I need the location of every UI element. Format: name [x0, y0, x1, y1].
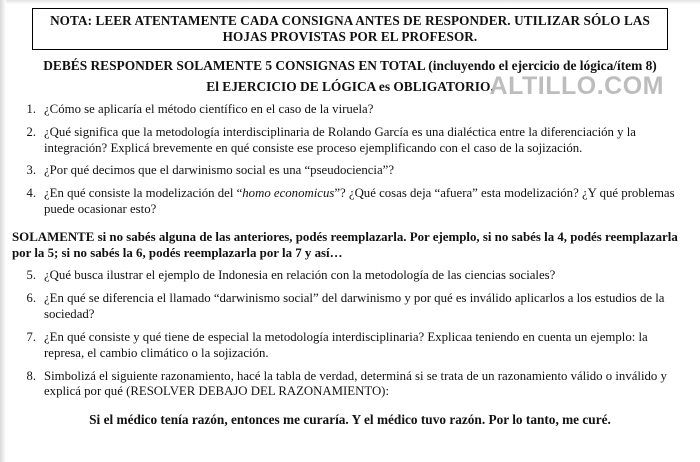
question-text: ¿Por qué decimos que el darwinismo social es una “pseudociencia”?: [44, 163, 395, 178]
question-item: [10, 330, 690, 362]
watermark-altillo: ALTILLO.COM: [489, 72, 664, 100]
question-item: [10, 186, 690, 218]
note-box: NOTA: LEER ATENTAMENTE CADA CONSIGNA ANTES DE RESPONDER. UTILIZAR SÓLO LAS HOJAS PROVISTAS POR EL PROFESOR.: [32, 8, 668, 50]
question-number: 2.: [26, 124, 36, 139]
question-list-bottom: [10, 268, 690, 400]
question-item: [10, 163, 690, 179]
question-text: ¿En qué consiste la modelización del “homo economicus”? ¿Qué cosas deja “afuera” esta modelización? ¿Y qué problemas puede ocasionar esto?: [44, 186, 675, 217]
question-number: 1.: [26, 101, 36, 116]
question-number: 3.: [26, 163, 36, 178]
question-number: 6.: [26, 291, 36, 306]
question-text: ¿En qué se diferencia el llamado “darwinismo social” del darwinismo y por qué es inválido aplicarlos a los estudios de la sociedad?: [44, 291, 665, 322]
question-number: 7.: [26, 329, 36, 344]
question-item: [10, 268, 690, 284]
question-text: ¿Qué busca ilustrar el ejemplo de Indonesia en relación con la metodología de las ciencias sociales?: [44, 268, 556, 283]
question-text: Simbolizá el siguiente razonamiento, hacé la tabla de verdad, determiná si se trata de un razonamiento válido o inválido y explicá por qué (RESOLVER DEBAJO DEL RAZONAMIENTO):: [44, 368, 667, 399]
substitution-note: SOLAMENTE si no sabés alguna de las anteriores, podés reemplazarla. Por ejemplo, si no sabés la 4, podés reemplazarla por la 5; si no sabés la 6, podés reemplazarla por la 7 y así…: [12, 230, 678, 261]
question-item: [10, 102, 690, 118]
instruction-sub: El EJERCICIO DE LÓGICA es OBLIGATORIO.: [206, 78, 494, 94]
final-statement: Si el médico tenía razón, entonces me curaría. Y el médico tuvo razón. Por lo tanto, me curé.: [89, 412, 611, 428]
question-text: ¿En qué consiste y qué tiene de especial la metodología interdisciplinaria? Explicaa teniendo en cuenta un ejemplo: la represa, el cambio climático o la sojización.: [44, 329, 648, 360]
page-edge-shadow-left: [0, 0, 6, 462]
question-number: 4.: [26, 186, 36, 201]
question-number: 5.: [26, 268, 36, 283]
instruction-main: DEBÉS RESPONDER SOLAMENTE 5 CONSIGNAS EN TOTAL (incluyendo el ejercicio de lógica/ítem 8): [43, 58, 657, 74]
question-item: [10, 369, 690, 401]
page-edge-shadow-top: [0, 0, 700, 4]
question-text: ¿Cómo se aplicaría el método científico en el caso de la viruela?: [44, 101, 374, 116]
question-text: ¿Qué significa que la metodología interdisciplinaria de Rolando García es una dialéctica entre la diferenciación y la integración? Explicá brevemente en qué consiste ese proceso ejemplificando con el caso de la sojización.: [44, 124, 636, 155]
question-item: [10, 125, 690, 157]
question-number: 8.: [26, 368, 36, 383]
question-item: [10, 291, 690, 323]
question-list-top: [10, 102, 690, 218]
